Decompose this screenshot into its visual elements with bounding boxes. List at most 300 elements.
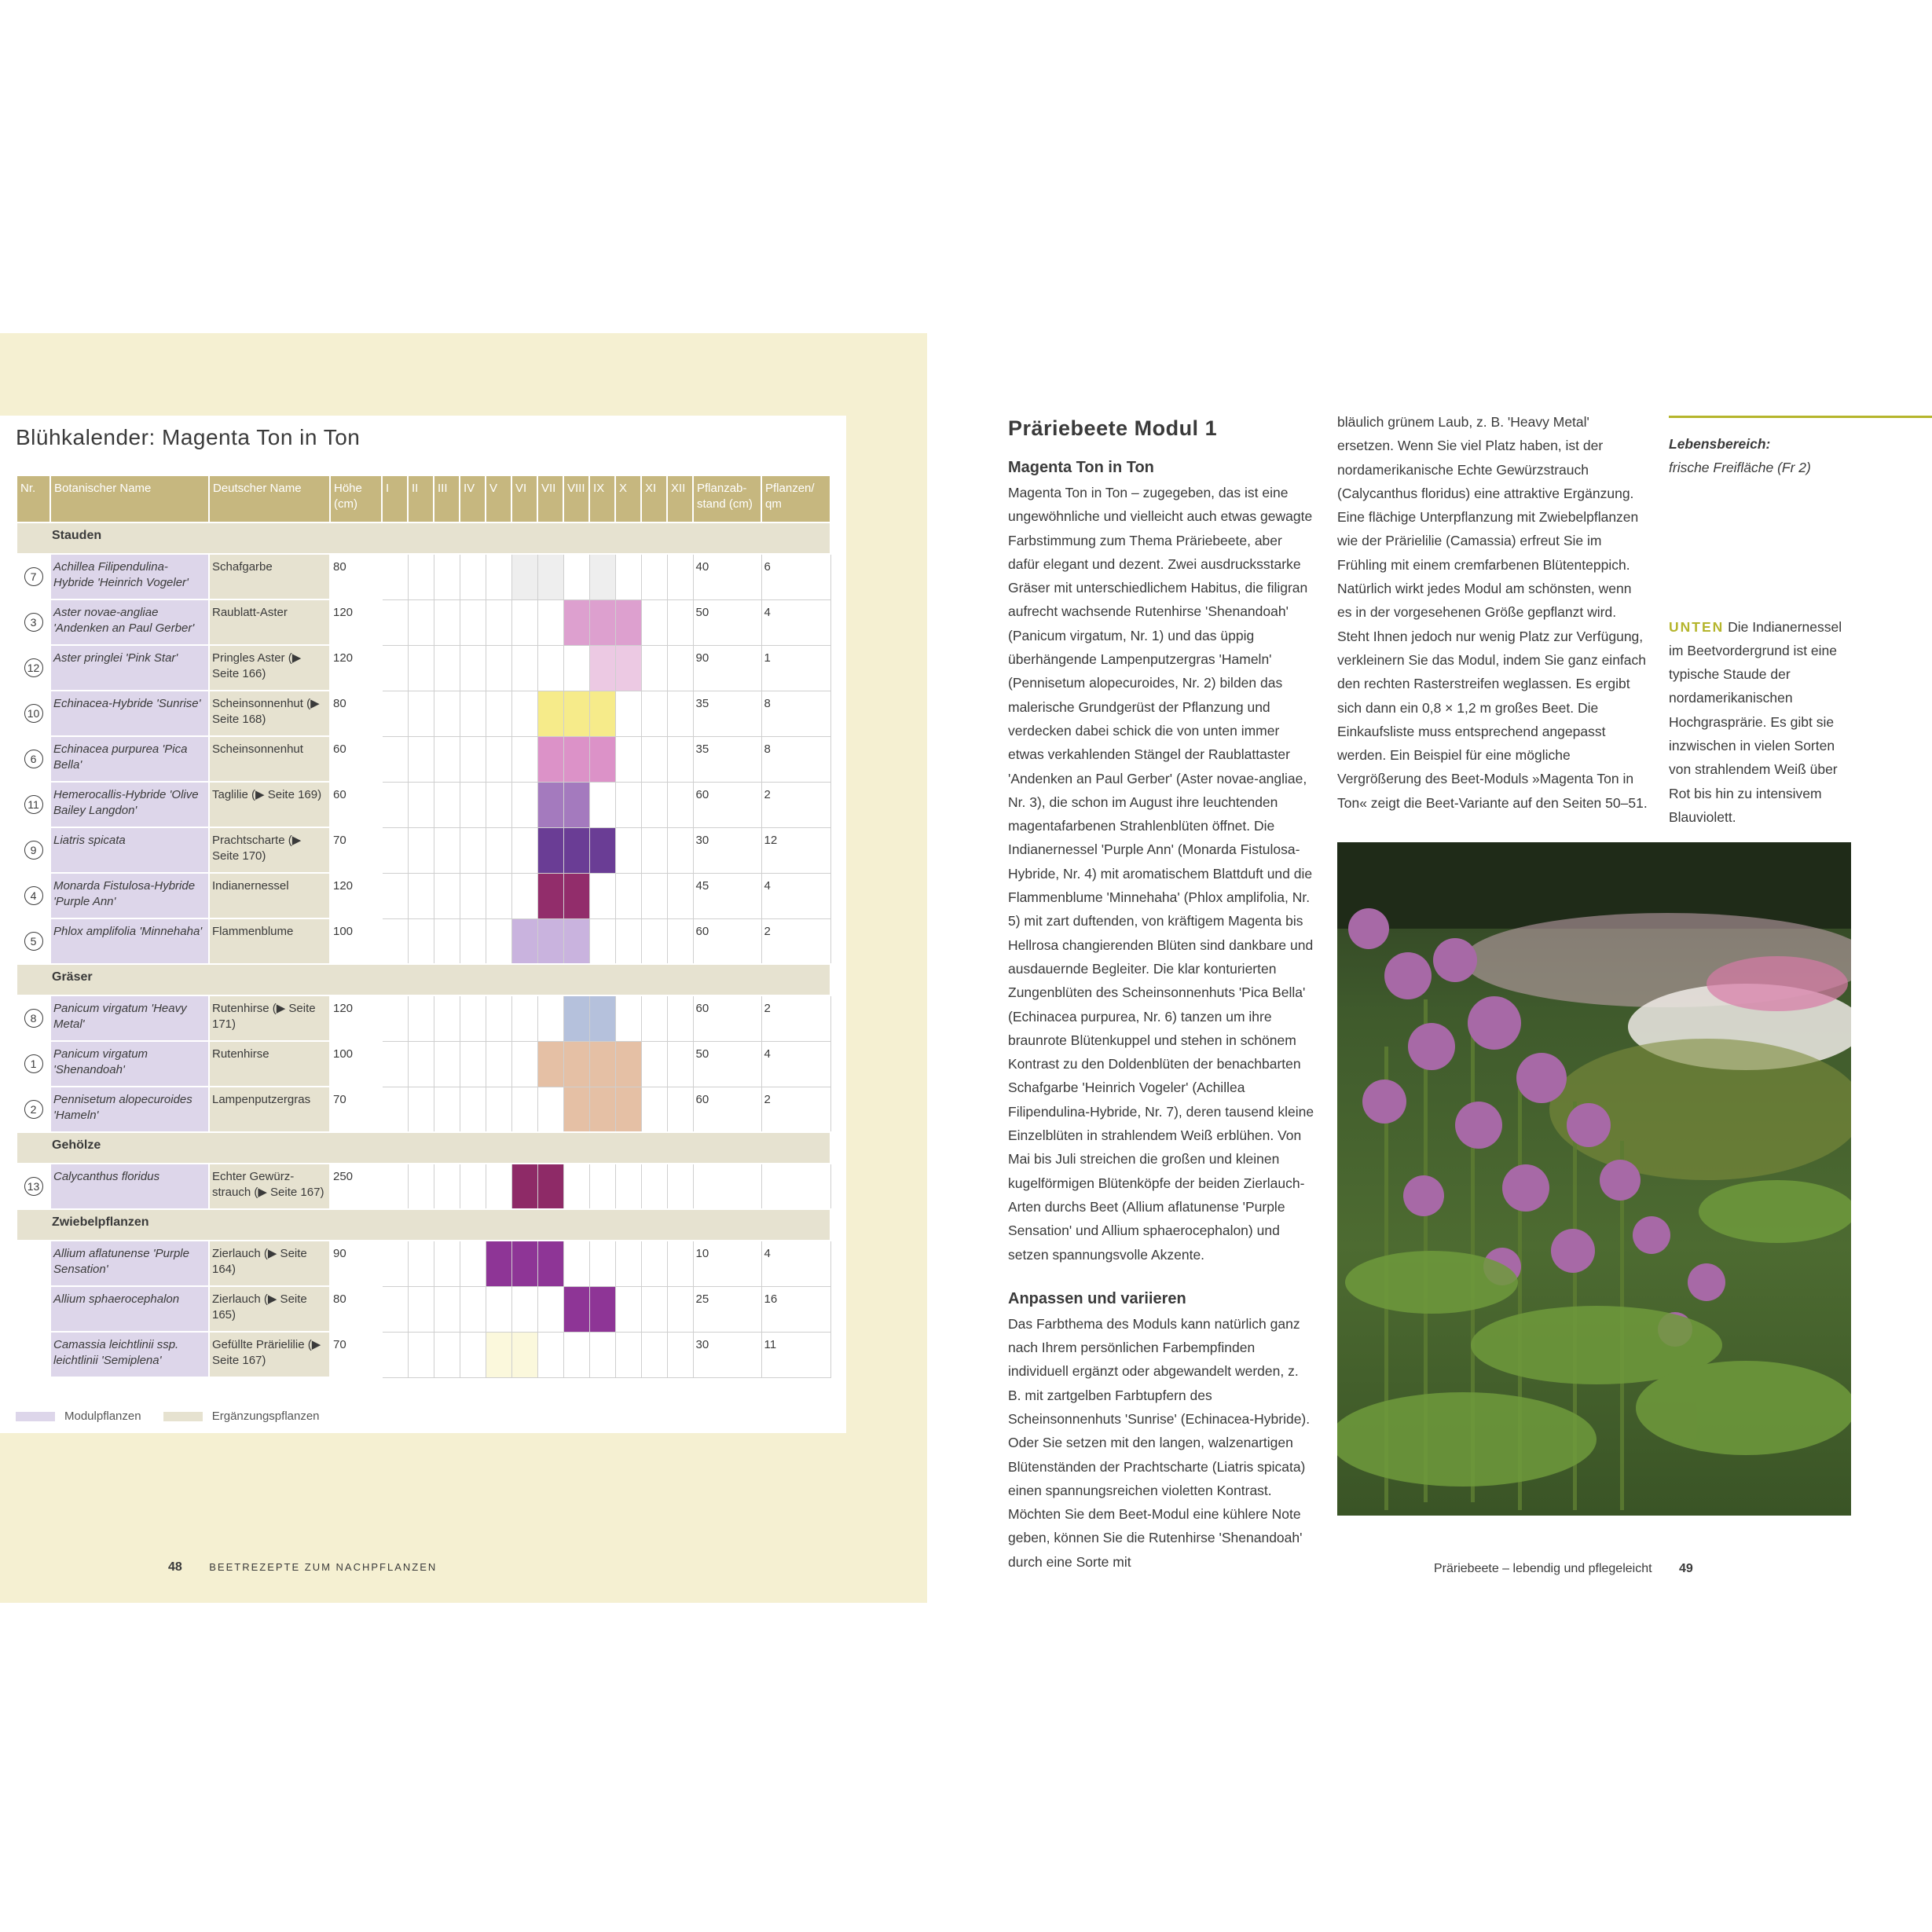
subheading-2: Anpassen und variieren [1008,1289,1186,1307]
bloom-month-cell [667,1286,693,1332]
body-paragraph-2: Das Farbthema des Moduls kann natürlich ganz nach Ihrem persönlichen Farbempfinden individuell ergänzt oder abgewandelt werden, z. B. mit zartgelben Farbtupfern des Scheinsonnenhuts 'Sunrise' (Echinacea-Hybride). Oder Sie setzen mit den langen, walzenartigen Blütenständen der Prachtscharte (Liatris spicata) einen spannungsreichen violetten Kontrast. Möchten Sie dem Beet-Modul eine kühlere Note geben, können Sie die Rutenhirse 'Shenandoah' durch eine Sorte mit [1008,1315,1311,1570]
botanical-name-cell: Monarda Fistulosa-Hybride 'Purple Ann' [50,873,209,918]
plant-number-cell [16,918,50,964]
caption-text: Die Indianernessel im Beetvordergrund ist eine typische Staude der nordamerikanischen Hochgrasprärie. Es gibt sie inzwischen in vielen Sorten von strahlendem Weiß über Rot bis hin zu intensivem Blauviolett. [1669,618,1842,825]
german-name-cell: Gefüllte Prärielilie (▶ Seite 167) [209,1332,330,1377]
bloom-month-cell [641,827,667,873]
height-cell: 100 [330,1041,382,1087]
bloom-month-cell [382,1164,408,1209]
german-name-cell: Scheinsonnenhut (▶ Seite 168) [209,691,330,736]
per-qm-cell: 4 [761,873,830,918]
table-row [16,554,830,599]
bloom-month-cell [460,873,486,918]
bloom-month-cell [537,995,563,1041]
spacing-cell: 35 [693,736,761,782]
bloom-month-cell [589,645,615,691]
bloom-month-cell [460,1332,486,1377]
bloom-month-cell [460,599,486,645]
bloom-month-cell [460,918,486,964]
group-row [16,1209,830,1241]
german-name-cell: Zierlauch (▶ Seite 165) [209,1286,330,1332]
botanical-name-cell: Panicum virgatum 'Shenandoah' [50,1041,209,1087]
bloom-month-cell [408,873,434,918]
bloom-month-cell [563,554,589,599]
header-month: VI [511,475,537,522]
legend-swatch-module [16,1412,55,1421]
bloom-month-cell [667,1332,693,1377]
bloom-month-cell [589,736,615,782]
spacing-cell: 30 [693,1332,761,1377]
bloom-month-cell [382,599,408,645]
bloom-month-cell [382,1332,408,1377]
bloom-month-cell [641,736,667,782]
per-qm-cell: 2 [761,782,830,827]
bloom-month-cell [667,782,693,827]
bloom-month-cell [563,995,589,1041]
german-name-cell: Rutenhirse (▶ Seite 171) [209,995,330,1041]
bloom-month-cell [511,1286,537,1332]
bloom-month-cell [408,599,434,645]
bloom-month-cell [641,1087,667,1132]
height-cell: 120 [330,873,382,918]
bloom-month-cell [382,873,408,918]
height-cell: 120 [330,995,382,1041]
table-row [16,827,830,873]
bloom-month-cell [589,995,615,1041]
bloom-month-cell [563,1164,589,1209]
bloom-month-cell [382,1041,408,1087]
bloom-month-cell [641,1241,667,1286]
sidebar-rule [1669,416,1932,418]
bloom-month-cell [408,827,434,873]
bloom-month-cell [641,873,667,918]
german-name-cell: Echter Gewürz-strauch (▶ Seite 167) [209,1164,330,1209]
botanical-name-cell: Aster novae-angliae 'Andenken an Paul Gerber' [50,599,209,645]
plant-number-cell [16,873,50,918]
bloom-month-cell [615,1286,641,1332]
bloom-month-cell [589,918,615,964]
german-name-cell: Schafgarbe [209,554,330,599]
bloom-month-cell [563,918,589,964]
bloom-month-cell [537,554,563,599]
bloom-month-cell [511,554,537,599]
calendar-title: Blühkalender: Magenta Ton in Ton [16,425,361,449]
bloom-month-cell [434,1241,460,1286]
page-number: 48 [168,1560,182,1574]
bloom-month-cell [382,645,408,691]
legend [16,1410,320,1423]
bloom-month-cell [615,918,641,964]
bloom-month-cell [615,691,641,736]
botanical-name-cell: Echinacea purpurea 'Pica Bella' [50,736,209,782]
body-paragraph-4: Natürlich wirkt jedes Modul am schönsten, wenn es in der vorgesehenen Größe gepflanzt wird. Steht Ihnen jedoch nur wenig Platz zur Verfügung, verkleinern Sie das Modul, indem Sie ganz einfach den rechten Rasterstreifen weglassen. Es ergibt sich dann ein 0,8 × 1,2 m großes Beet. Die Einkaufsliste muss entsprechend angepasst werden. Ein Beispiel für eine mögliche Vergrößerung des Beet-Moduls »Magenta Ton in Ton« zeigt die Beet-Variante auf den Seiten 50–51. [1337,581,1648,811]
bloom-month-cell [615,1332,641,1377]
text-column-1 [1008,410,1314,1574]
plant-number-cell [16,1332,50,1377]
bloom-month-cell [511,995,537,1041]
header-month: IX [589,475,615,522]
bloom-month-cell [408,554,434,599]
bloom-month-cell [460,554,486,599]
bloom-month-cell [382,1087,408,1132]
habitat-value: frische Freifläche (Fr 2) [1669,460,1811,476]
bloom-month-cell [460,1164,486,1209]
bloom-month-cell [460,691,486,736]
bloom-month-cell [537,827,563,873]
plant-number-badge: 5 [24,932,43,951]
botanical-name-cell: Phlox amplifolia 'Minnehaha' [50,918,209,964]
header-month: V [486,475,511,522]
botanical-name-cell: Calycanthus floridus [50,1164,209,1209]
header-per-qm: Pflanzen/ qm [761,475,830,522]
height-cell: 60 [330,736,382,782]
bloom-month-cell [589,827,615,873]
height-cell: 120 [330,599,382,645]
spacing-cell: 60 [693,782,761,827]
bloom-month-cell [486,995,511,1041]
bloom-month-cell [382,918,408,964]
per-qm-cell: 4 [761,1041,830,1087]
german-name-cell: Taglilie (▶ Seite 169) [209,782,330,827]
german-name-cell: Lampenputzergras [209,1087,330,1132]
spacing-cell: 60 [693,918,761,964]
header-month: III [434,475,460,522]
page-number: 49 [1679,1562,1693,1575]
bloom-month-cell [434,1087,460,1132]
header-month: VIII [563,475,589,522]
bloom-month-cell [641,1286,667,1332]
bloom-month-cell [382,827,408,873]
table-row [16,691,830,736]
bloom-month-cell [408,918,434,964]
bloom-month-cell [408,782,434,827]
height-cell: 70 [330,1332,382,1377]
garden-photo [1337,842,1851,1516]
bloom-month-cell [486,736,511,782]
bloom-month-cell [615,1241,641,1286]
bloom-month-cell [589,873,615,918]
bloom-month-cell [486,599,511,645]
botanical-name-cell: Aster pringlei 'Pink Star' [50,645,209,691]
bloom-month-cell [537,645,563,691]
table-row [16,1286,830,1332]
bloom-month-cell [486,1087,511,1132]
right-folio [1434,1562,1693,1576]
header-spacing: Pflanzab-stand (cm) [693,475,761,522]
bloom-month-cell [460,827,486,873]
bloom-month-cell [615,645,641,691]
header-month: X [615,475,641,522]
botanical-name-cell: Pennisetum alopecuroides 'Hameln' [50,1087,209,1132]
bloom-month-cell [641,691,667,736]
bloom-month-cell [563,873,589,918]
bloom-month-cell [408,645,434,691]
bloom-month-cell [434,782,460,827]
bloom-month-cell [511,691,537,736]
bloom-month-cell [563,1041,589,1087]
plant-number-cell [16,1087,50,1132]
bloom-calendar-table [16,475,831,1378]
bloom-month-cell [667,1241,693,1286]
bloom-month-cell [641,599,667,645]
table-row [16,1241,830,1286]
bloom-month-cell [460,1286,486,1332]
bloom-month-cell [641,995,667,1041]
group-label: Zwiebelpflanzen [16,1209,830,1241]
bloom-month-cell [408,1041,434,1087]
bloom-month-cell [537,1041,563,1087]
bloom-month-cell [563,645,589,691]
header-month: II [408,475,434,522]
bloom-month-cell [537,736,563,782]
german-name-cell: Indianernessel [209,873,330,918]
bloom-month-cell [537,918,563,964]
table-body [16,522,830,1377]
plant-number-cell [16,1241,50,1286]
table-row [16,918,830,964]
bloom-month-cell [667,645,693,691]
section-title: BEETREZEPTE ZUM NACHPFLANZEN [209,1561,438,1573]
bloom-month-cell [641,918,667,964]
plant-number-cell [16,827,50,873]
bloom-month-cell [382,691,408,736]
bloom-month-cell [537,599,563,645]
plant-number-cell [16,691,50,736]
botanical-name-cell: Hemerocallis-Hybride 'Olive Bailey Langdon' [50,782,209,827]
plant-number-badge: 1 [24,1054,43,1073]
spacing-cell: 25 [693,1286,761,1332]
bloom-month-cell [511,918,537,964]
bloom-month-cell [589,1241,615,1286]
per-qm-cell [761,1164,830,1209]
bloom-month-cell [641,1041,667,1087]
plant-number-badge: 12 [24,658,43,677]
plant-number-cell [16,645,50,691]
table-header-row [16,475,830,522]
bloom-month-cell [511,873,537,918]
height-cell: 80 [330,1286,382,1332]
bloom-month-cell [615,995,641,1041]
bloom-month-cell [382,554,408,599]
bloom-month-cell [511,736,537,782]
bloom-month-cell [667,1041,693,1087]
bloom-month-cell [511,1241,537,1286]
bloom-month-cell [615,782,641,827]
legend-swatch-supplement [163,1412,203,1421]
bloom-month-cell [563,1241,589,1286]
botanical-name-cell: Camassia leichtlinii ssp. leichtlinii 'Semiplena' [50,1332,209,1377]
group-label: Stauden [16,522,830,554]
bloom-month-cell [382,995,408,1041]
table-row [16,782,830,827]
bloom-month-cell [641,1164,667,1209]
bloom-month-cell [641,645,667,691]
body-paragraph-1: Magenta Ton in Ton – zugegeben, das ist eine ungewöhnliche und vielleicht auch etwas gewagte Farbstimmung zum Thema Präriebeete, aber dafür elegant und dezent. Zwei ausdrucksstarke Gräser mit unterschiedlichem Habitus, die filigran aufrecht wachsende Rutenhirse 'Shenandoah' (Panicum virgatum, Nr. 1) und das üppig überhängende Lampenputzergras 'Hameln' (Pennisetum alopecuroides, Nr. 2) bilden das malerische Grundgerüst der Pflanzung und verdecken dabei schick die von unten immer etwas verkahlenden Stängel der Raublattaster 'Andenken an Paul Gerber' (Aster novae-angliae, Nr. 3), die schon im August ihre leuchtenden magentafarbenen Strahlenblüten öffnet. Die Indianernessel 'Purple Ann' (Monarda Fistulosa-Hybride, Nr. 4) mit aromatischem Blattduft und die Flammenblume 'Minnehaha' (Phlox amplifolia, Nr. 5) mit zart duftenden, von kräftigem Magenta bis Hellrosa changierenden Blüten sind dankbare und ausdauernde Begleiter. Die klar konturierten Zungenblüten des Scheinsonnenhuts 'Pica Bella' (Echinacea purpurea, Nr. 6) tanzen um ihre braunrote Blütenkuppel und stehen in schönem Kontrast zu den Doldenblüten der benachbarten Schafgarbe 'Heinrich Vogeler' (Achillea Filipendulina-Hybride, Nr. 7), deren tausend kleine Einzelblüten in strahlendem Weiß erblühen. Von Mai bis Juli streichen die großen und kleinen kugelförmigen Blütenköpfe der beiden Zierlauch-Arten durchs Beet (Allium aflatunense 'Purple Sensation' und Allium sphaerocephalon) und setzen spannungsvolle Akzente. [1008,485,1314,1263]
bloom-month-cell [460,736,486,782]
per-qm-cell: 1 [761,645,830,691]
header-month: XII [667,475,693,522]
spacing-cell: 60 [693,1087,761,1132]
bloom-month-cell [434,736,460,782]
german-name-cell: Raublatt-Aster [209,599,330,645]
legend-module-label: Modulpflanzen [64,1410,141,1423]
header-month: I [382,475,408,522]
spacing-cell [693,1164,761,1209]
bloom-month-cell [382,736,408,782]
spacing-cell: 40 [693,554,761,599]
bloom-month-cell [511,782,537,827]
bloom-month-cell [434,1332,460,1377]
plant-number-cell [16,599,50,645]
header-month: XI [641,475,667,522]
bloom-month-cell [589,782,615,827]
bloom-month-cell [667,599,693,645]
group-row [16,522,830,554]
bloom-month-cell [563,599,589,645]
german-name-cell: Scheinsonnenhut [209,736,330,782]
bloom-month-cell [615,1041,641,1087]
bloom-month-cell [486,1241,511,1286]
bloom-month-cell [563,1087,589,1132]
bloom-month-cell [563,782,589,827]
botanical-name-cell: Achillea Filipendulina-Hybride 'Heinrich Vogeler' [50,554,209,599]
spacing-cell: 30 [693,827,761,873]
bloom-month-cell [563,1286,589,1332]
habitat-label: Lebensbereich: [1669,436,1771,452]
plant-number-badge: 13 [24,1177,43,1196]
bloom-month-cell [460,782,486,827]
bloom-month-cell [486,691,511,736]
plant-number-badge: 7 [24,567,43,586]
german-name-cell: Prachtscharte (▶ Seite 170) [209,827,330,873]
bloom-month-cell [667,1164,693,1209]
german-name-cell: Zierlauch (▶ Seite 164) [209,1241,330,1286]
bloom-month-cell [434,1164,460,1209]
plant-number-cell [16,736,50,782]
bloom-month-cell [667,827,693,873]
group-row [16,1132,830,1164]
bloom-month-cell [563,736,589,782]
bloom-month-cell [615,736,641,782]
bloom-month-cell [615,1087,641,1132]
bloom-month-cell [434,873,460,918]
bloom-month-cell [563,827,589,873]
spacing-cell: 50 [693,599,761,645]
left-page [0,333,927,1603]
bloom-month-cell [408,691,434,736]
bloom-month-cell [460,1087,486,1132]
botanical-name-cell: Panicum virgatum 'Heavy Metal' [50,995,209,1041]
bloom-month-cell [434,918,460,964]
section-title: Präriebeete – lebendig und pflegeleicht [1434,1562,1652,1575]
bloom-month-cell [486,645,511,691]
per-qm-cell: 4 [761,1241,830,1286]
bloom-month-cell [589,1286,615,1332]
botanical-name-cell: Allium sphaerocephalon [50,1286,209,1332]
bloom-month-cell [434,645,460,691]
bloom-month-cell [641,554,667,599]
plant-number-cell [16,995,50,1041]
per-qm-cell: 16 [761,1286,830,1332]
per-qm-cell: 12 [761,827,830,873]
bloom-month-cell [589,554,615,599]
header-botanical: Botanischer Name [50,475,209,522]
table-row [16,645,830,691]
bloom-month-cell [615,827,641,873]
german-name-cell: Rutenhirse [209,1041,330,1087]
german-name-cell: Flammenblume [209,918,330,964]
bloom-month-cell [382,782,408,827]
subheading-1: Magenta Ton in Ton [1008,459,1154,476]
bloom-month-cell [667,691,693,736]
bloom-month-cell [537,1087,563,1132]
header-month: IV [460,475,486,522]
bloom-month-cell [589,1087,615,1132]
per-qm-cell: 2 [761,1087,830,1132]
bloom-month-cell [511,599,537,645]
bloom-month-cell [511,1332,537,1377]
bloom-month-cell [460,1241,486,1286]
plant-number-badge: 10 [24,704,43,723]
bloom-month-cell [408,1332,434,1377]
plant-number-cell [16,554,50,599]
bloom-month-cell [615,554,641,599]
spacing-cell: 35 [693,691,761,736]
bloom-month-cell [434,1041,460,1087]
bloom-month-cell [486,827,511,873]
height-cell: 80 [330,691,382,736]
bloom-month-cell [511,827,537,873]
bloom-month-cell [537,1332,563,1377]
plant-number-badge: 4 [24,886,43,905]
height-cell: 120 [330,645,382,691]
bloom-month-cell [486,554,511,599]
plant-number-badge: 8 [24,1009,43,1028]
plant-number-cell [16,1286,50,1332]
height-cell: 60 [330,782,382,827]
per-qm-cell: 8 [761,736,830,782]
height-cell: 90 [330,1241,382,1286]
spacing-cell: 45 [693,873,761,918]
text-column-2 [1337,410,1648,815]
table-row [16,1087,830,1132]
bloom-month-cell [589,691,615,736]
height-cell: 250 [330,1164,382,1209]
bloom-month-cell [382,1286,408,1332]
legend-supplement-label: Ergänzungspflanzen [211,1410,320,1423]
bloom-month-cell [486,1041,511,1087]
plant-number-badge: 11 [24,795,43,814]
bloom-calendar-panel [0,416,846,1433]
bloom-month-cell [537,1241,563,1286]
plant-number-badge: 6 [24,750,43,768]
bloom-month-cell [486,782,511,827]
bloom-month-cell [486,1286,511,1332]
bloom-month-cell [589,599,615,645]
bloom-month-cell [511,1164,537,1209]
bloom-month-cell [460,1041,486,1087]
table-row [16,873,830,918]
bloom-month-cell [486,1332,511,1377]
per-qm-cell: 6 [761,554,830,599]
bloom-month-cell [408,1164,434,1209]
botanical-name-cell: Liatris spicata [50,827,209,873]
table-row [16,995,830,1041]
plant-number-cell [16,1164,50,1209]
bloom-month-cell [408,1087,434,1132]
height-cell: 100 [330,918,382,964]
header-month: VII [537,475,563,522]
